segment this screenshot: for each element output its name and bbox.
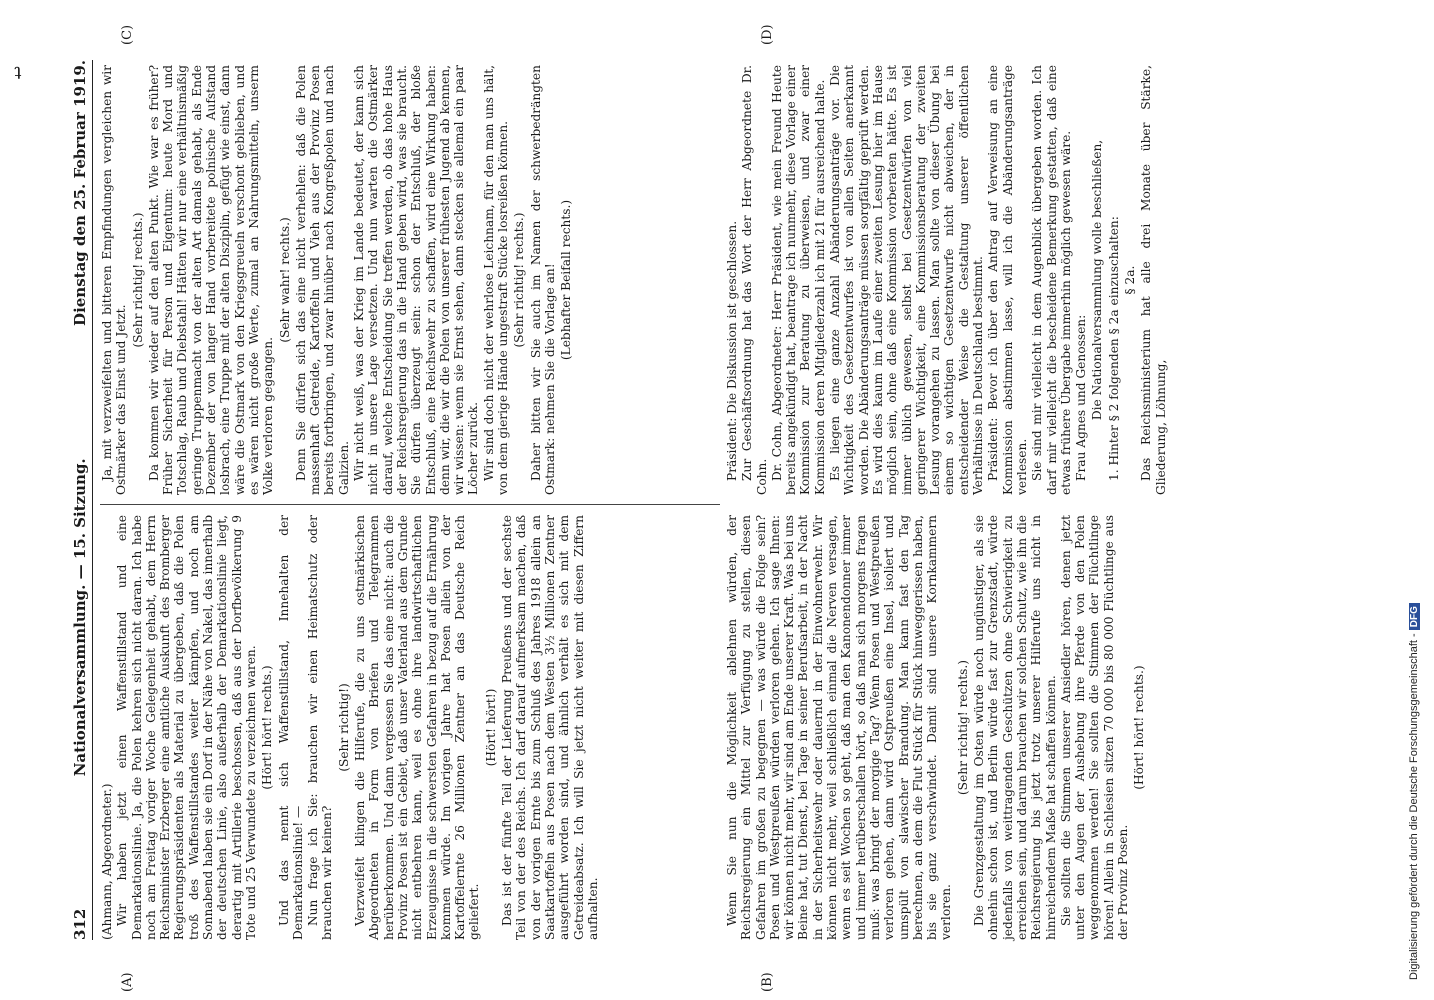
- interjection: (Hört! hört! rechts.): [1132, 665, 1147, 790]
- scan-mark: ʇ: [14, 60, 22, 81]
- column-a: [100, 515, 601, 940]
- paragraph: Da kommen wir wieder auf den alten Punkt. Wie war es früher? Früher Sicherheit für Person und Eigentum: heute Mord und Totschlag, Raub und Diebstahl! Hätten wir nur eine verhältnismäßig geringe Truppenmacht von der alten Art damals gehabt, als Ende Dezember der von langer Hand vorbereitete polnische Aufstand losbrach, eine Truppe mit der alten Disziplin, gefügt wie einst, dann wäre die Ostmark von den Kriegsgreueln verschont geblieben, und es wären nicht große Werte, zumal an Nahrungsmitteln, unserm Volke verloren gegangen.: [146, 65, 276, 495]
- marker-b: (B): [760, 972, 775, 992]
- paragraph: Sie sollten die Stimmen unserer Ansiedler hören, denen jetzt unter den Augen der Aushebung ihre Pferde von den Polen weggenommen werden! Sie sollten die Stimmen der Flüchtlinge hören! Allein in Schlesien sitzen 70 000 bis 80 000 Flüchtlinge aus der Provinz Posen.: [1058, 515, 1131, 940]
- interjection: (Sehr richtig! rechts.): [512, 212, 527, 348]
- paragraph: Ja, mit verzweifelten und bitteren Empfindungen vergleichen wir Ostmärker das Einst und Jetzt.: [100, 65, 129, 495]
- paragraph: 1. Hinter § 2 folgenden § 2a einzuschalten:: [1106, 216, 1121, 481]
- paragraph: § 2a.: [1123, 265, 1138, 295]
- paragraph: Zur Geschäftsordnung hat das Wort der Herr Abgeordnete Dr. Cohn.: [740, 65, 769, 495]
- column-b: [100, 65, 576, 495]
- paragraph: Wir nicht weiß, was der Krieg im Lande bedeutet, der kann sich nicht in unsere Lage versetzen. Und nun warten die Ostmärker darauf, welche Entscheidung Sie treffen werden, ob das hohe Haus der Reichsregierung das in die Hand geben wird, was sie braucht. Sie dürfen überzeugt sein: schon der Entschluß, der bloße Entschluß, eine Reichswehr zu schaffen, wird eine Wirkung haben: denn wir, die wir die Polen von unserer frühesten Jugend ab kennen, wir wissen: wenn sie Ernst sehen, dann stecken sie allemal ein paar Löcher zurück.: [352, 65, 481, 495]
- rotated-content: [60, 0, 1360, 1000]
- column-divider: [100, 504, 720, 505]
- paragraph: Das ist der fünfte Teil der Lieferung Preußens und der sechste Teil von der des Reichs. Ich darf darauf aufmerksam machen, daß von der vorigen Ernte bis zum Schluß des Jahres 1918 allein an Saatkartoffeln aus Posen nach dem Westen 3½ Millionen Zentner ausgeführt worden sind, und ähnlich verhält es sich mit dem Getreideabsatz. Ich will Sie jetzt nicht weiter mit diesen Ziffern aufhalten.: [500, 515, 600, 940]
- paragraph: Präsident: Die Diskussion ist geschlossen.: [725, 220, 739, 481]
- paragraph: Und das nennt sich Waffenstillstand, Innehalten der Demarkationslinie! —: [276, 515, 305, 940]
- paragraph: Das Reichsministerium hat alle drei Monate über Stärke, Gliederung, Löhnung,: [1139, 65, 1168, 495]
- marker-a: (A): [120, 972, 135, 992]
- dfg-logo: DFG: [1409, 603, 1420, 630]
- interjection: (Hört! hört!): [483, 688, 498, 767]
- interjection: (Hört! hört! rechts.): [260, 665, 275, 790]
- interjection: (Sehr wahr! rechts.): [277, 217, 292, 343]
- interjection: (Sehr richtig!): [336, 683, 351, 772]
- paragraph: Die Nationalversammlung wolle beschließen,: [1090, 139, 1105, 421]
- paragraph: Wir sind doch nicht der wehrlose Leichnam, für den man uns hält, von dem gierige Hände ungestraft Stücke losreißen können.: [481, 65, 511, 495]
- page-header: [68, 60, 93, 940]
- paragraph: Frau Agnes und Genossen:: [1074, 314, 1089, 481]
- header-title-right: Dienstag den 25. Februar 1919.: [71, 60, 89, 326]
- credit-text: Digitalisierung gefördert durch die Deutsche Forschungsgemeinschaft -: [1408, 633, 1420, 980]
- interjection: (Sehr richtig! rechts.): [130, 212, 145, 348]
- marker-d: (D): [760, 24, 775, 45]
- paragraph: Verzweifelt klingen die Hilferufe, die zu uns ostmärkischen Abgeordneten in Form von Briefen und Telegrammen herüberkommen. Und dann vergessen Sie das eine nicht: auch die Provinz Posen ist ein Gebiet, daß unser Vaterland aus dem Grunde nicht entbehren kann, weil es ohne ihre landwirtschaftlichen Erzeugnisse in die schwersten Gefahren in bezug auf die Ernährung kommen würde. Im vorigen Jahre hat Posen allein von der Kartoffelernte 26 Millionen Zentner an das Deutsche Reich geliefert.: [353, 515, 482, 940]
- paragraph: Denn Sie dürfen sich das eine nicht verhehlen: daß die Polen massenhaft Getreide, Kartoffeln und Vieh aus der Provinz Posen bereits fortbringen, und zwar hinüber nach Kongreßpolen und nach Galizien.: [293, 65, 351, 495]
- marker-c: (C): [120, 24, 135, 45]
- paragraph: Nun frage ich Sie: brauchen wir einen Heimatschutz oder brauchen wir keinen?: [306, 515, 335, 940]
- paragraph: Daher bitten wir Sie auch im Namen der schwerbedrängten Ostmark: nehmen Sie die Vorlage an!: [528, 65, 557, 495]
- column-b-lower: [725, 65, 1169, 495]
- page-number: 312: [71, 908, 89, 940]
- speaker-line: (Ahmann, Abgeordneter.): [100, 783, 114, 940]
- interjection: (Sehr richtig! rechts.): [955, 659, 970, 796]
- column-a-lower: [725, 515, 1149, 940]
- header-title-left: Nationalversammlung. — 15. Sitzung.: [71, 458, 89, 777]
- paragraph: Dr. Cohn, Abgeordneter: Herr Präsident, wie mein Freund Heute bereits angekündigt hat, beantrage ich nunmehr, diese Vorlage einer Kommission zur Beratung zu überweisen, und zwar einer Kommission deren Mitgliederzahl ich mit 21 für ausreichend halte.: [769, 65, 827, 495]
- paragraph: Präsident: Bevor ich über den Antrag auf Verweisung an eine Kommission abstimmen lasse, will ich die Abänderungsanträge verlesen.: [986, 65, 1029, 495]
- paragraph: Wir haben jetzt einen Waffenstillstand und eine Demarkationslinie. Ja, die Polen kehren sich nicht daran. Ich habe noch am Freitag voriger Woche Gelegenheit gehabt, dem Herrn Reichsminister Erzberger eine amtliche Auskunft des Bromberger Regierungspräsidenten als Material zu übergeben, daß die Polen troß des Waffenstillstandes weiter kämpfen, und noch am Sonnabend haben sie ein Dorf in der Nähe von Nakel, das innerhalb der deutschen Linie, also außerhalb der Demarkationslinie liegt, derartig mit Artillerie beschossen, daß aus der Dorfbevölkerung 9 Tote und 25 Verwundete zu verzeichnen waren.: [115, 515, 258, 940]
- paragraph: Die Grenzgestaltung im Osten würde noch ungünstiger, als sie ohnehin schon ist, und Berlin würde fast zur Grenzstadt, würde jedenfalls von weittragenden Geschützen ohne Schwierigkeit zu erreichen sein, und darum brauchen wir solchen Schutz, wie ihn die Reichsregierung bis jetzt trotz unserer Hilferufe uns nicht in hinreichendem Maße hat schaffen können.: [972, 515, 1058, 940]
- paragraph: Es liegen eine ganze Anzahl Abänderungsanträge vor. Die Wichtigkeit des Gesetzentwurfes ist von allen Seiten anerkannt worden. Die Abänderungsanträge müssen sorgfältig geprüft werden. Es wird dies kaum im Laufe einer zweiten Lesung hier im Hause möglich sein, ohne daß eine Kommission vorberaten hätte. Es ist immer üblich gewesen, selbst bei Gesetzentwürfen von viel geringerer Wichtigkeit, eine Kommissionsberatung der zweiten Lesung vorangehen zu lassen. Man sollte von dieser Übung bei einem so wichtigen Gesetzentwurfe nicht abweichen, der in entscheidender Weise die Gestaltung unserer öffentlichen Verhältnisse in Deutschland bestimmt.: [828, 65, 986, 495]
- paragraph: Wenn Sie nun die Möglichkeit ablehnen würden, der Reichsregierung ein Mittel zur Verfügung zu stellen, diesen Gefahren im großen zu begegnen — was würde die Folge sein? Posen und Westpreußen würden verloren gehen. Ich sage Ihnen: wir können nicht mehr, wir sind am Ende unserer Kraft. Was bei uns Beine hat, tut Dienst, bei Tage in seiner Berufsarbeit, in der Nacht in der Sicherheitswehr oder dauernd in der Einwohnerwehr. Wir können nicht mehr, weil schließlich einmal die Nerven versagen, wenn es seit Wochen so geht, daß man den Kanonendonner immer und immer herüberschallen hört, so daß man sich morgens fragen muß: was bringt der morgige Tag? Wenn Posen und Westpreußen verloren gehen, dann wird Ostpreußen eine Insel, isoliert und umspült von slawischer Brandung. Man kann fast den Tag berechnen, an dem die Flut Stück für Stück hinweggerissen haben, bis sie ganz verschwindet. Damit sind unsere Kornkammern verloren.: [725, 515, 954, 940]
- digitization-credit: [1404, 10, 1430, 990]
- paragraph: Sie sind mir vielleicht in dem Augenblick übergeben worden. Ich darf mir vielleicht die bescheidene Bemerkung gestatten, daß eine etwas frühere Übergabe immerhin möglich gewesen wäre.: [1030, 65, 1073, 495]
- interjection: (Lebhafter Beifall rechts.): [559, 199, 574, 361]
